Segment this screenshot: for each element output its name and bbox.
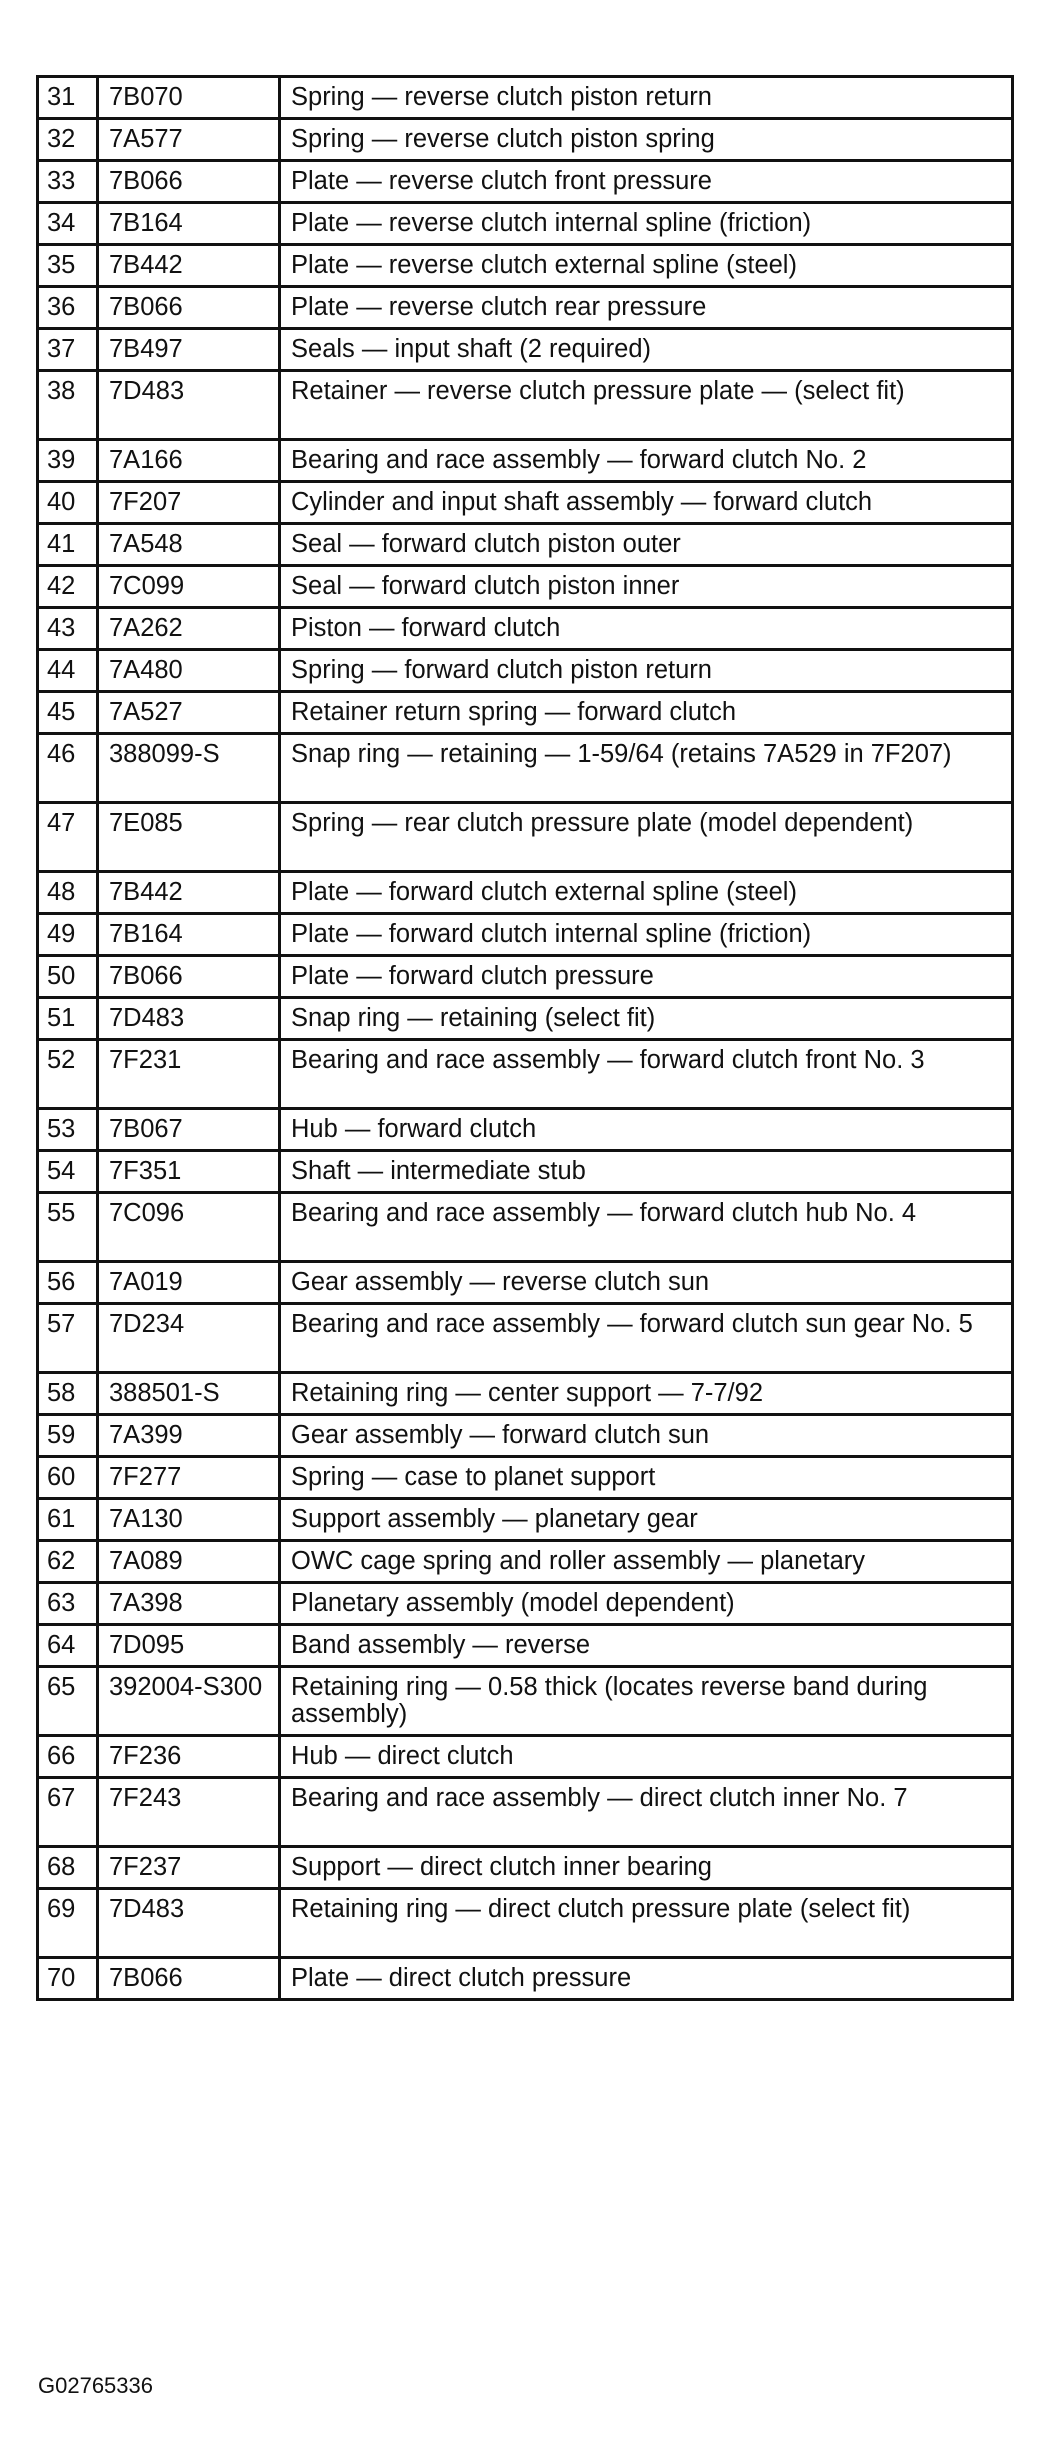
part-number-cell: 7B070 bbox=[98, 77, 280, 119]
table-row bbox=[38, 1193, 1013, 1262]
table-row bbox=[38, 956, 1013, 998]
part-number-cell: 7A399 bbox=[98, 1415, 280, 1457]
table-row bbox=[38, 1889, 1013, 1958]
table-row bbox=[38, 650, 1013, 692]
item-number-cell: 68 bbox=[38, 1847, 98, 1889]
description-cell: Plate — forward clutch pressure bbox=[280, 956, 1013, 998]
description-cell: Plate — direct clutch pressure bbox=[280, 1958, 1013, 2000]
table-row bbox=[38, 1373, 1013, 1415]
description-cell: Bearing and race assembly — forward clutch No. 2 bbox=[280, 440, 1013, 482]
table-row bbox=[38, 692, 1013, 734]
part-number-cell: 7A527 bbox=[98, 692, 280, 734]
description-cell: Spring — case to planet support bbox=[280, 1457, 1013, 1499]
part-number-cell: 7A548 bbox=[98, 524, 280, 566]
item-number-cell: 34 bbox=[38, 203, 98, 245]
description-cell: Band assembly — reverse bbox=[280, 1625, 1013, 1667]
part-number-cell: 7A398 bbox=[98, 1583, 280, 1625]
item-number-cell: 37 bbox=[38, 329, 98, 371]
description-cell: Retaining ring — direct clutch pressure plate (select fit) bbox=[280, 1889, 1013, 1958]
description-cell: Plate — forward clutch internal spline (friction) bbox=[280, 914, 1013, 956]
table-row bbox=[38, 245, 1013, 287]
item-number-cell: 31 bbox=[38, 77, 98, 119]
part-number-cell: 388099-S bbox=[98, 734, 280, 803]
table-row bbox=[38, 1040, 1013, 1109]
table-row bbox=[38, 77, 1013, 119]
description-cell: Shaft — intermediate stub bbox=[280, 1151, 1013, 1193]
table-row bbox=[38, 734, 1013, 803]
description-cell: Cylinder and input shaft assembly — forward clutch bbox=[280, 482, 1013, 524]
item-number-cell: 54 bbox=[38, 1151, 98, 1193]
description-cell: Plate — reverse clutch front pressure bbox=[280, 161, 1013, 203]
item-number-cell: 56 bbox=[38, 1262, 98, 1304]
part-number-cell: 7A577 bbox=[98, 119, 280, 161]
description-cell: Plate — reverse clutch rear pressure bbox=[280, 287, 1013, 329]
table-row bbox=[38, 203, 1013, 245]
item-number-cell: 60 bbox=[38, 1457, 98, 1499]
item-number-cell: 63 bbox=[38, 1583, 98, 1625]
part-number-cell: 7B164 bbox=[98, 203, 280, 245]
table-row bbox=[38, 1667, 1013, 1736]
item-number-cell: 51 bbox=[38, 998, 98, 1040]
part-number-cell: 392004-S300 bbox=[98, 1667, 280, 1736]
part-number-cell: 7B442 bbox=[98, 872, 280, 914]
table-row bbox=[38, 440, 1013, 482]
table-row bbox=[38, 608, 1013, 650]
table-row bbox=[38, 1304, 1013, 1373]
part-number-cell: 7A089 bbox=[98, 1541, 280, 1583]
table-row bbox=[38, 1847, 1013, 1889]
item-number-cell: 47 bbox=[38, 803, 98, 872]
item-number-cell: 58 bbox=[38, 1373, 98, 1415]
item-number-cell: 70 bbox=[38, 1958, 98, 2000]
table-row bbox=[38, 1736, 1013, 1778]
description-cell: Piston — forward clutch bbox=[280, 608, 1013, 650]
part-number-cell: 7B497 bbox=[98, 329, 280, 371]
description-cell: Support — direct clutch inner bearing bbox=[280, 1847, 1013, 1889]
part-number-cell: 7C099 bbox=[98, 566, 280, 608]
description-cell: Retainer return spring — forward clutch bbox=[280, 692, 1013, 734]
table-row bbox=[38, 914, 1013, 956]
table-row bbox=[38, 803, 1013, 872]
part-number-cell: 7B442 bbox=[98, 245, 280, 287]
description-cell: Snap ring — retaining (select fit) bbox=[280, 998, 1013, 1040]
table-row bbox=[38, 1958, 1013, 2000]
part-number-cell: 7D483 bbox=[98, 998, 280, 1040]
description-cell: Snap ring — retaining — 1-59/64 (retains 7A529 in 7F207) bbox=[280, 734, 1013, 803]
table-row bbox=[38, 287, 1013, 329]
description-cell: Planetary assembly (model dependent) bbox=[280, 1583, 1013, 1625]
description-cell: Bearing and race assembly — forward clutch front No. 3 bbox=[280, 1040, 1013, 1109]
part-number-cell: 7A480 bbox=[98, 650, 280, 692]
item-number-cell: 55 bbox=[38, 1193, 98, 1262]
table-row bbox=[38, 1457, 1013, 1499]
part-number-cell: 7F207 bbox=[98, 482, 280, 524]
description-cell: Spring — reverse clutch piston spring bbox=[280, 119, 1013, 161]
item-number-cell: 46 bbox=[38, 734, 98, 803]
item-number-cell: 43 bbox=[38, 608, 98, 650]
item-number-cell: 62 bbox=[38, 1541, 98, 1583]
part-number-cell: 7A019 bbox=[98, 1262, 280, 1304]
description-cell: OWC cage spring and roller assembly — planetary bbox=[280, 1541, 1013, 1583]
item-number-cell: 44 bbox=[38, 650, 98, 692]
table-row bbox=[38, 1262, 1013, 1304]
table-row bbox=[38, 998, 1013, 1040]
table-row bbox=[38, 1778, 1013, 1847]
description-cell: Plate — forward clutch external spline (steel) bbox=[280, 872, 1013, 914]
item-number-cell: 59 bbox=[38, 1415, 98, 1457]
description-cell: Bearing and race assembly — forward clutch hub No. 4 bbox=[280, 1193, 1013, 1262]
item-number-cell: 50 bbox=[38, 956, 98, 998]
description-cell: Gear assembly — reverse clutch sun bbox=[280, 1262, 1013, 1304]
table-row bbox=[38, 329, 1013, 371]
description-cell: Spring — rear clutch pressure plate (model dependent) bbox=[280, 803, 1013, 872]
table-row bbox=[38, 1541, 1013, 1583]
table-row bbox=[38, 1583, 1013, 1625]
item-number-cell: 33 bbox=[38, 161, 98, 203]
item-number-cell: 53 bbox=[38, 1109, 98, 1151]
item-number-cell: 69 bbox=[38, 1889, 98, 1958]
item-number-cell: 61 bbox=[38, 1499, 98, 1541]
part-number-cell: 7A262 bbox=[98, 608, 280, 650]
description-cell: Seals — input shaft (2 required) bbox=[280, 329, 1013, 371]
description-cell: Gear assembly — forward clutch sun bbox=[280, 1415, 1013, 1457]
description-cell: Plate — reverse clutch internal spline (friction) bbox=[280, 203, 1013, 245]
part-number-cell: 7A166 bbox=[98, 440, 280, 482]
table-row bbox=[38, 119, 1013, 161]
parts-table-body bbox=[38, 77, 1013, 2000]
item-number-cell: 49 bbox=[38, 914, 98, 956]
part-number-cell: 7F351 bbox=[98, 1151, 280, 1193]
item-number-cell: 39 bbox=[38, 440, 98, 482]
part-number-cell: 7D234 bbox=[98, 1304, 280, 1373]
item-number-cell: 32 bbox=[38, 119, 98, 161]
item-number-cell: 41 bbox=[38, 524, 98, 566]
description-cell: Spring — forward clutch piston return bbox=[280, 650, 1013, 692]
table-row bbox=[38, 161, 1013, 203]
part-number-cell: 7D095 bbox=[98, 1625, 280, 1667]
item-number-cell: 38 bbox=[38, 371, 98, 440]
figure-code: G02765336 bbox=[38, 2373, 153, 2398]
part-number-cell: 7B066 bbox=[98, 287, 280, 329]
part-number-cell: 7F237 bbox=[98, 1847, 280, 1889]
part-number-cell: 7F231 bbox=[98, 1040, 280, 1109]
part-number-cell: 7F277 bbox=[98, 1457, 280, 1499]
part-number-cell: 7B066 bbox=[98, 161, 280, 203]
description-cell: Spring — reverse clutch piston return bbox=[280, 77, 1013, 119]
part-number-cell: 7D483 bbox=[98, 1889, 280, 1958]
part-number-cell: 7B164 bbox=[98, 914, 280, 956]
part-number-cell: 7F243 bbox=[98, 1778, 280, 1847]
item-number-cell: 42 bbox=[38, 566, 98, 608]
description-cell: Plate — reverse clutch external spline (steel) bbox=[280, 245, 1013, 287]
table-row bbox=[38, 566, 1013, 608]
part-number-cell: 388501-S bbox=[98, 1373, 280, 1415]
description-cell: Support assembly — planetary gear bbox=[280, 1499, 1013, 1541]
table-row bbox=[38, 1415, 1013, 1457]
part-number-cell: 7A130 bbox=[98, 1499, 280, 1541]
table-row bbox=[38, 371, 1013, 440]
item-number-cell: 67 bbox=[38, 1778, 98, 1847]
description-cell: Seal — forward clutch piston outer bbox=[280, 524, 1013, 566]
item-number-cell: 52 bbox=[38, 1040, 98, 1109]
item-number-cell: 48 bbox=[38, 872, 98, 914]
table-row bbox=[38, 482, 1013, 524]
description-cell: Bearing and race assembly — direct clutch inner No. 7 bbox=[280, 1778, 1013, 1847]
description-cell: Bearing and race assembly — forward clutch sun gear No. 5 bbox=[280, 1304, 1013, 1373]
item-number-cell: 45 bbox=[38, 692, 98, 734]
description-cell: Retaining ring — center support — 7-7/92 bbox=[280, 1373, 1013, 1415]
item-number-cell: 40 bbox=[38, 482, 98, 524]
table-row bbox=[38, 1151, 1013, 1193]
table-row bbox=[38, 1499, 1013, 1541]
item-number-cell: 66 bbox=[38, 1736, 98, 1778]
table-row bbox=[38, 872, 1013, 914]
parts-table bbox=[36, 75, 1014, 2001]
description-cell: Retainer — reverse clutch pressure plate — (select fit) bbox=[280, 371, 1013, 440]
part-number-cell: 7B066 bbox=[98, 1958, 280, 2000]
item-number-cell: 36 bbox=[38, 287, 98, 329]
part-number-cell: 7E085 bbox=[98, 803, 280, 872]
item-number-cell: 57 bbox=[38, 1304, 98, 1373]
description-cell: Retaining ring — 0.58 thick (locates reverse band during assembly) bbox=[280, 1667, 1013, 1736]
description-cell: Hub — direct clutch bbox=[280, 1736, 1013, 1778]
part-number-cell: 7F236 bbox=[98, 1736, 280, 1778]
item-number-cell: 35 bbox=[38, 245, 98, 287]
table-row bbox=[38, 524, 1013, 566]
item-number-cell: 65 bbox=[38, 1667, 98, 1736]
item-number-cell: 64 bbox=[38, 1625, 98, 1667]
part-number-cell: 7B066 bbox=[98, 956, 280, 998]
part-number-cell: 7B067 bbox=[98, 1109, 280, 1151]
description-cell: Seal — forward clutch piston inner bbox=[280, 566, 1013, 608]
table-row bbox=[38, 1109, 1013, 1151]
part-number-cell: 7D483 bbox=[98, 371, 280, 440]
table-row bbox=[38, 1625, 1013, 1667]
part-number-cell: 7C096 bbox=[98, 1193, 280, 1262]
description-cell: Hub — forward clutch bbox=[280, 1109, 1013, 1151]
